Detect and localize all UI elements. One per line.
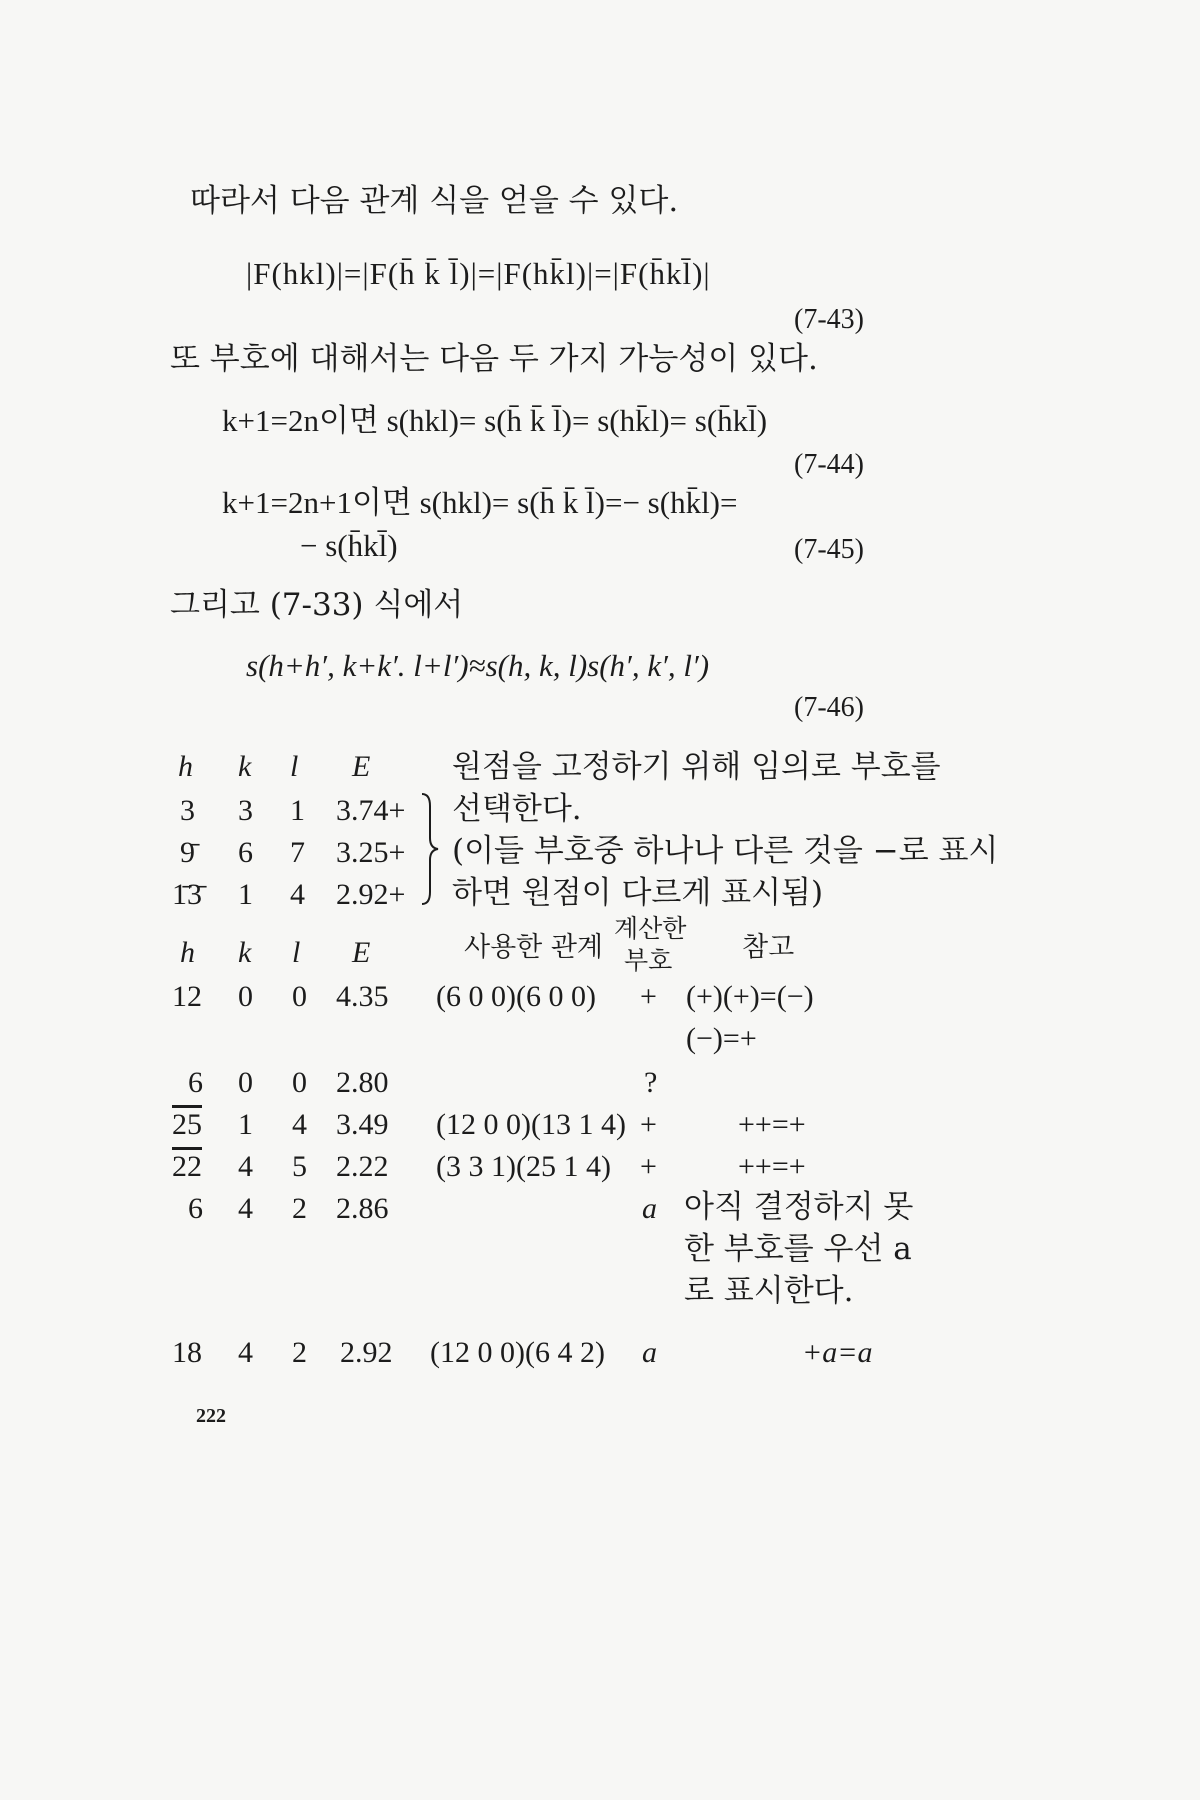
table2-row1-h: 12 — [172, 980, 202, 1013]
table2-header-e: E — [352, 936, 371, 969]
table1-row2-k: 6 — [238, 836, 253, 869]
equation-7-45-line2: − s(h̄kl̄) — [300, 528, 398, 563]
table2-row3-note: ++=+ — [738, 1108, 806, 1141]
page-number: 222 — [196, 1405, 226, 1427]
table2-row5-e: 2.86 — [336, 1192, 389, 1225]
table2-row6-k: 4 — [238, 1336, 253, 1369]
from-line: 그리고 (7-33) 식에서 — [170, 587, 464, 623]
table1-row3-k: 1 — [238, 878, 253, 911]
table2-row6-e: 2.92 — [340, 1336, 393, 1369]
table2-row2-k: 0 — [238, 1066, 253, 1099]
table1-row2-e: 3.25+ — [336, 836, 406, 869]
table2-header-k: k — [238, 936, 252, 969]
table2-row5-note1: 아직 결정하지 못 — [684, 1189, 914, 1225]
table2-header-l: l — [292, 936, 301, 969]
table1-header-k: k — [238, 750, 252, 783]
table2-row2-e: 2.80 — [336, 1066, 389, 1099]
table1-header-e: E — [352, 750, 371, 783]
table2-row1-k: 0 — [238, 980, 253, 1013]
table2-row1-sign: + — [640, 980, 657, 1013]
table1-note-line2: 선택한다. — [452, 791, 582, 827]
table2-row6-note: +a=a — [802, 1336, 873, 1369]
table2-row4-h: 22 — [172, 1150, 202, 1183]
table2-header-sign: 부호 — [624, 946, 673, 975]
table2-row4-note: ++=+ — [738, 1150, 806, 1183]
table2-row3-l: 4 — [292, 1108, 307, 1141]
table2-row4-l: 5 — [292, 1150, 307, 1183]
table2-row3-e: 3.49 — [336, 1108, 389, 1141]
table1-row1-e: 3.74+ — [336, 794, 406, 827]
table2-header-note: 참고 — [742, 932, 795, 963]
equation-7-44: k+1=2n이면 s(hkl)= s(h̄ k̄ l̄)= s(hk̄l)= s(h̄kl̄) — [222, 403, 768, 438]
table1-note-line1: 원점을 고정하기 위해 임의로 부호를 — [452, 749, 941, 785]
table2-row5-note3: 로 표시한다. — [684, 1273, 854, 1309]
table1-row1-l: 1 — [290, 794, 305, 827]
equation-number-7-43: (7-43) — [794, 304, 864, 335]
equation-7-43-text: |F(hkl)|=|F(h̄ k̄ l̄)|=|F(hk̄l)|=|F(h̄kl̄)| — [246, 256, 711, 291]
table1-row2-h: 9̄ — [180, 836, 195, 869]
equation-number-7-46: (7-46) — [794, 692, 864, 723]
table1-row1-k: 3 — [238, 794, 253, 827]
table2-row3-relation: (12 0 0)(13 1 4) — [436, 1108, 626, 1141]
table2-row3-h: 25 — [172, 1108, 202, 1141]
table2-row6-l: 2 — [292, 1336, 307, 1369]
table2-row1-relation: (6 0 0)(6 0 0) — [436, 980, 596, 1013]
table2-row2-l: 0 — [292, 1066, 307, 1099]
table2-row5-sign: a — [642, 1192, 657, 1225]
table2-row4-relation: (3 3 1)(25 1 4) — [436, 1150, 611, 1183]
table2-row4-sign: + — [640, 1150, 657, 1183]
table2-header-relation: 사용한 관계 — [464, 932, 603, 963]
table2-row4-k: 4 — [238, 1150, 253, 1183]
equation-number-7-44: (7-44) — [794, 449, 864, 480]
table1-row3-h: 1̄3̄ — [172, 878, 202, 911]
table2-row4-e: 2.22 — [336, 1150, 389, 1183]
table2-row2-sign: ? — [644, 1066, 658, 1099]
table1-row2-l: 7 — [290, 836, 305, 869]
table2-row3-k: 1 — [238, 1108, 253, 1141]
table2-row5-h: 6 — [188, 1192, 203, 1225]
table2-row6-sign: a — [642, 1336, 657, 1369]
table2-row3-sign: + — [640, 1108, 657, 1141]
table1-header-h: h — [178, 750, 193, 783]
intro-line: 따라서 다음 관계 식을 얻을 수 있다. — [190, 183, 679, 219]
table2-row1-l: 0 — [292, 980, 307, 1013]
right-brace — [418, 792, 440, 906]
table2-row5-note2: 한 부호를 우선 a — [684, 1231, 912, 1267]
table2-header-h: h — [180, 936, 195, 969]
equation-7-46: s(h+h′, k+k′. l+l′)≈s(h, k, l)s(h′, k′, l′) — [246, 648, 710, 683]
equation-number-7-45: (7-45) — [794, 534, 864, 565]
table2-row1-note2: (−)=+ — [686, 1022, 757, 1055]
table2-row6-relation: (12 0 0)(6 4 2) — [430, 1336, 605, 1369]
table1-note-line4: 하면 원점이 다르게 표시됨) — [452, 875, 824, 911]
table1-row1-h: 3 — [180, 794, 195, 827]
table2-row2-h: 6 — [188, 1066, 203, 1099]
table2-row1-note1: (+)(+)=(−) — [686, 980, 814, 1013]
table2-row1-e: 4.35 — [336, 980, 389, 1013]
table2-header-calc: 계산한 — [614, 914, 687, 943]
table2-row6-h: 18 — [172, 1336, 202, 1369]
equation-7-43 — [246, 258, 711, 289]
equation-7-45-line1: k+1=2n+1이면 s(hkl)= s(h̄ k̄ l̄)=− s(hk̄l)= — [222, 485, 738, 520]
table1-header-l: l — [290, 750, 299, 783]
table2-row5-k: 4 — [238, 1192, 253, 1225]
table1-note-line3: (이들 부호중 하나나 다른 것을 −로 표시 — [452, 833, 999, 869]
table2-row5-l: 2 — [292, 1192, 307, 1225]
sign-line: 또 부호에 대해서는 다음 두 가지 가능성이 있다. — [170, 341, 818, 377]
table1-row3-e: 2.92+ — [336, 878, 406, 911]
table1-row3-l: 4 — [290, 878, 305, 911]
